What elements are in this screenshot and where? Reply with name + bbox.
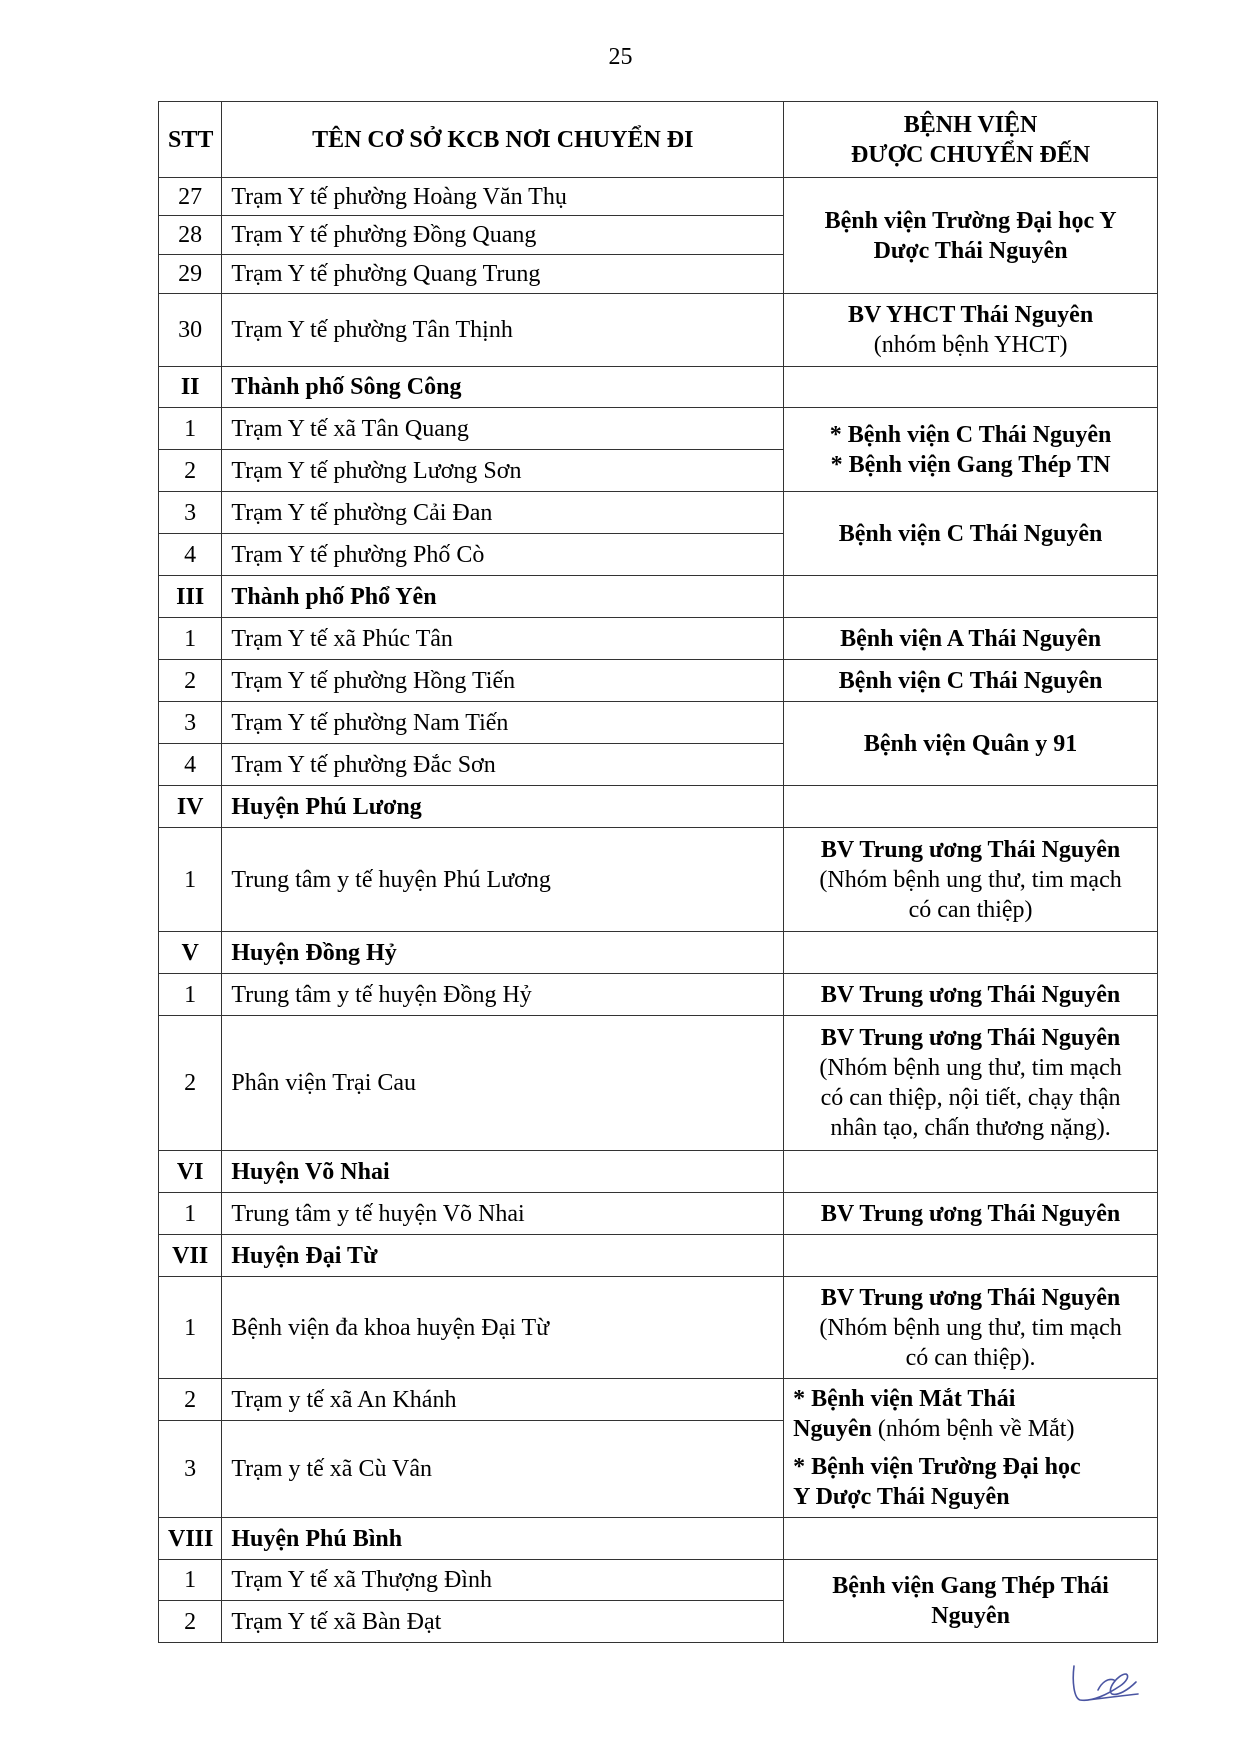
destination-note: có can thiệp). <box>905 1344 1036 1371</box>
group-stt: IV <box>159 786 222 828</box>
group-name: Huyện Võ Nhai <box>222 1151 784 1193</box>
group-row <box>159 1151 1158 1193</box>
row-facility: Trạm y tế xã Cù Vân <box>222 1421 784 1518</box>
row-facility: Trạm Y tế phường Hoàng Văn Thụ <box>222 178 784 216</box>
row-facility: Trạm Y tế xã Thượng Đình <box>222 1560 784 1601</box>
page-number: 25 <box>608 44 633 70</box>
row-destination: BV Trung ương Thái Nguyên <box>784 1193 1158 1235</box>
destination-note: (Nhóm bệnh ung thư, tim mạch <box>819 1055 1122 1081</box>
group-name: Huyện Đại Từ <box>222 1235 784 1277</box>
group-stt: V <box>159 932 222 974</box>
row-stt: 3 <box>159 492 222 534</box>
destination-line: BV Trung ương Thái Nguyên <box>820 836 1121 863</box>
destination-note: có can thiệp, nội tiết, chạy thận <box>820 1085 1121 1111</box>
table-row <box>159 618 1158 660</box>
table-header-row <box>159 102 1158 178</box>
row-stt: 1 <box>159 618 222 660</box>
table-row <box>159 1560 1158 1601</box>
table-row <box>159 408 1158 450</box>
row-facility: Trạm Y tế xã Tân Quang <box>222 408 784 450</box>
group-stt: VI <box>159 1151 222 1193</box>
row-destination <box>784 1379 1158 1518</box>
row-stt: 2 <box>159 1016 222 1151</box>
group-row <box>159 932 1158 974</box>
row-stt: 2 <box>159 450 222 492</box>
row-destination: Bệnh viện Quân y 91 <box>784 702 1158 786</box>
group-name: Huyện Phú Bình <box>222 1518 784 1560</box>
row-stt: 3 <box>159 1421 222 1518</box>
row-facility: Phân viện Trại Cau <box>222 1016 784 1151</box>
destination-line: * Bệnh viện Mắt Thái <box>793 1386 1016 1412</box>
row-stt: 2 <box>159 660 222 702</box>
group-stt: II <box>159 367 222 408</box>
destination-line: BV YHCT Thái Nguyên <box>847 302 1094 328</box>
row-facility: Trạm Y tế phường Đồng Quang <box>222 216 784 255</box>
group-destination-empty <box>784 367 1158 408</box>
row-facility: Trung tâm y tế huyện Võ Nhai <box>222 1193 784 1235</box>
group-destination-empty <box>784 1518 1158 1560</box>
row-stt: 2 <box>159 1379 222 1421</box>
table-row <box>159 1016 1158 1151</box>
row-destination <box>784 408 1158 492</box>
group-name: Thành phố Phổ Yên <box>222 576 784 618</box>
table-row <box>159 492 1158 534</box>
destination-line: * Bệnh viện Trường Đại học <box>793 1454 1081 1480</box>
destination-line: BV Trung ương Thái Nguyên <box>820 1025 1121 1051</box>
row-facility: Trạm y tế xã An Khánh <box>222 1379 784 1421</box>
row-destination <box>784 1560 1158 1643</box>
destination-line: * Bệnh viện Gang Thép TN <box>830 451 1111 478</box>
destination-note: (nhóm bệnh YHCT) <box>873 332 1068 358</box>
row-stt: 30 <box>159 294 222 367</box>
group-row <box>159 1235 1158 1277</box>
group-destination-empty <box>784 576 1158 618</box>
row-stt: 1 <box>159 1277 222 1379</box>
group-stt: VII <box>159 1235 222 1277</box>
row-destination: Bệnh viện C Thái Nguyên <box>784 492 1158 576</box>
group-destination-empty <box>784 1151 1158 1193</box>
header-hospital-line1: BỆNH VIỆN <box>903 111 1038 138</box>
signature-stroke <box>1073 1666 1138 1700</box>
table-row <box>159 1277 1158 1379</box>
row-stt: 29 <box>159 255 222 294</box>
group-row <box>159 786 1158 828</box>
row-destination: BV Trung ương Thái Nguyên <box>784 974 1158 1016</box>
row-facility: Trạm Y tế xã Phúc Tân <box>222 618 784 660</box>
destination-line: BV Trung ương Thái Nguyên <box>820 1284 1121 1311</box>
row-destination: Bệnh viện C Thái Nguyên <box>784 660 1158 702</box>
destination-note: (Nhóm bệnh ung thư, tim mạch <box>819 866 1122 893</box>
header-facility: TÊN CƠ SỞ KCB NƠI CHUYỂN ĐI <box>222 102 784 178</box>
row-stt: 1 <box>159 1193 222 1235</box>
row-stt: 3 <box>159 702 222 744</box>
row-destination <box>784 1016 1158 1151</box>
table-row <box>159 1379 1158 1421</box>
group-row <box>159 576 1158 618</box>
table-row <box>159 974 1158 1016</box>
row-destination: Bệnh viện A Thái Nguyên <box>784 618 1158 660</box>
header-hospital <box>784 102 1158 178</box>
signature-icon <box>1068 1660 1140 1708</box>
destination-line <box>793 1414 1148 1444</box>
destination-line: Dược Thái Nguyên <box>873 237 1068 264</box>
row-stt: 1 <box>159 408 222 450</box>
row-stt: 4 <box>159 534 222 576</box>
row-facility: Trạm Y tế phường Đắc Sơn <box>222 744 784 786</box>
header-stt: STT <box>159 102 222 178</box>
row-facility: Trạm Y tế phường Cải Đan <box>222 492 784 534</box>
group-name: Thành phố Sông Công <box>222 367 784 408</box>
row-facility: Trung tâm y tế huyện Đồng Hỷ <box>222 974 784 1016</box>
row-stt: 1 <box>159 828 222 932</box>
table-row <box>159 828 1158 932</box>
row-destination <box>784 828 1158 932</box>
destination-note: (nhóm bệnh về Mắt) <box>871 1416 1075 1442</box>
group-destination-empty <box>784 932 1158 974</box>
row-facility: Trạm Y tế phường Phố Cò <box>222 534 784 576</box>
group-name: Huyện Phú Lương <box>222 786 784 828</box>
row-stt: 4 <box>159 744 222 786</box>
table-row <box>159 1193 1158 1235</box>
row-facility: Trung tâm y tế huyện Phú Lương <box>222 828 784 932</box>
row-stt: 1 <box>159 1560 222 1601</box>
row-facility: Trạm Y tế phường Lương Sơn <box>222 450 784 492</box>
table-row <box>159 294 1158 367</box>
row-stt: 27 <box>159 178 222 216</box>
row-stt: 28 <box>159 216 222 255</box>
destination-line: Bệnh viện Trường Đại học Y <box>824 207 1117 234</box>
destination-note: nhân tạo, chấn thương nặng). <box>830 1115 1111 1141</box>
row-facility: Trạm Y tế phường Hồng Tiến <box>222 660 784 702</box>
table-row <box>159 702 1158 744</box>
row-facility: Trạm Y tế phường Tân Thịnh <box>222 294 784 367</box>
header-hospital-line2: ĐƯỢC CHUYỂN ĐẾN <box>851 141 1091 168</box>
row-destination <box>784 1277 1158 1379</box>
row-facility: Trạm Y tế phường Nam Tiến <box>222 702 784 744</box>
destination-line: Nguyên <box>931 1603 1010 1629</box>
destination-note: có can thiệp) <box>908 896 1033 923</box>
destination-line: Y Dược Thái Nguyên <box>793 1484 1010 1510</box>
group-row <box>159 367 1158 408</box>
group-stt: VIII <box>159 1518 222 1560</box>
destination-bold-part: Nguyên <box>793 1416 872 1442</box>
referral-table <box>158 101 1158 1643</box>
row-destination <box>784 178 1158 294</box>
group-destination-empty <box>784 786 1158 828</box>
row-stt: 2 <box>159 1601 222 1643</box>
destination-line: Bệnh viện Gang Thép Thái <box>832 1573 1109 1599</box>
table-row <box>159 178 1158 216</box>
group-name: Huyện Đồng Hỷ <box>222 932 784 974</box>
row-destination <box>784 294 1158 367</box>
row-facility: Trạm Y tế phường Quang Trung <box>222 255 784 294</box>
group-destination-empty <box>784 1235 1158 1277</box>
row-facility: Bệnh viện đa khoa huyện Đại Từ <box>222 1277 784 1379</box>
destination-line: * Bệnh viện C Thái Nguyên <box>829 421 1112 448</box>
row-facility: Trạm Y tế xã Bàn Đạt <box>222 1601 784 1643</box>
group-row <box>159 1518 1158 1560</box>
row-stt: 1 <box>159 974 222 1016</box>
destination-note: (Nhóm bệnh ung thư, tim mạch <box>819 1314 1122 1341</box>
group-stt: III <box>159 576 222 618</box>
table-row <box>159 660 1158 702</box>
